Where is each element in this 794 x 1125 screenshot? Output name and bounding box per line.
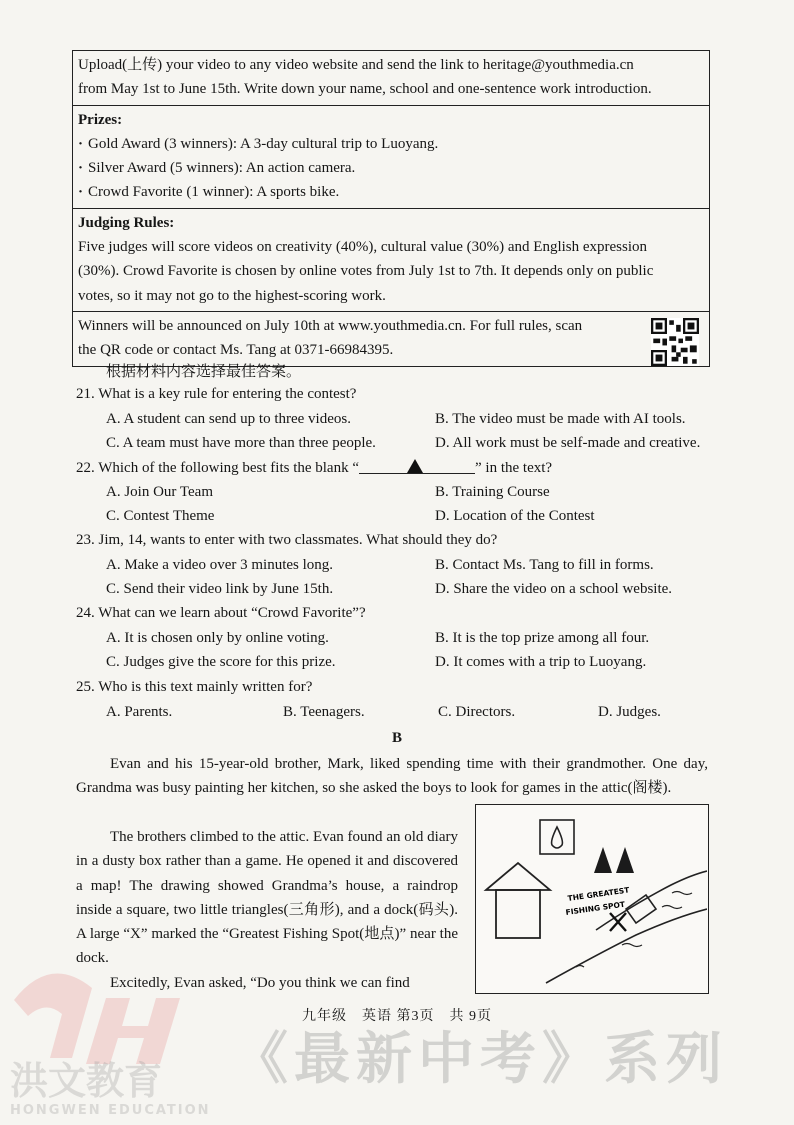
- upload-line-2: from May 1st to June 15th. Write down your name, school and one-sentence work introduction.: [78, 81, 652, 98]
- winners-row: [73, 311, 709, 366]
- house-icon: [496, 890, 540, 938]
- question-21: 21. What is a key rule for entering the contest?: [76, 386, 357, 402]
- judging-heading: Judging Rules:: [78, 214, 175, 231]
- q21-option-c[interactable]: C. A team must have more than three people.: [106, 435, 376, 451]
- prize-silver: · Silver Award (5 winners): An action camera.: [78, 156, 705, 180]
- q23-option-d[interactable]: D. Share the video on a school website.: [435, 581, 673, 597]
- passage-paragraph-3: Excitedly, Evan asked, “Do you think we can find: [110, 975, 410, 991]
- answer-blank: [359, 459, 475, 474]
- q22-option-c[interactable]: C. Contest Theme: [106, 508, 215, 524]
- q24-option-c[interactable]: C. Judges give the score for this prize.: [106, 654, 336, 670]
- q22-option-d[interactable]: D. Location of the Contest: [435, 508, 595, 524]
- question-23: 23. Jim, 14, wants to enter with two classmates. What should they do?: [76, 532, 498, 548]
- prize-gold: · Gold Award (3 winners): A 3-day cultural trip to Luoyang.: [78, 132, 705, 156]
- q24-option-b[interactable]: B. It is the top prize among all four.: [435, 630, 650, 646]
- winners-line-2: the QR code or contact Ms. Tang at 0371-66984395.: [78, 342, 394, 359]
- q23-option-a[interactable]: A. Make a video over 3 minutes long.: [106, 557, 334, 573]
- judging-row: [73, 208, 709, 311]
- map-label-line-2: FISHING SPOT: [565, 899, 626, 917]
- logo-text: 洪文教育: [10, 1059, 163, 1103]
- triangle-icon: [616, 847, 634, 873]
- passage-paragraph-1: Evan and his 15-year-old brother, Mark, liked spending time with their grandmother. One day, Grandma was busy painting her kitchen, so she asked the boys to look for games in the attic(阁楼).: [76, 756, 708, 797]
- publisher-logo-watermark: [10, 960, 210, 1125]
- logo-letter-icon: [86, 998, 180, 1064]
- prize-crowd: · Crowd Favorite (1 winner): A sports bike.: [78, 180, 705, 204]
- q24-option-d[interactable]: D. It comes with a trip to Luoyang.: [435, 654, 647, 670]
- prizes-heading: Prizes:: [78, 111, 123, 128]
- qr-code-icon[interactable]: [651, 318, 699, 366]
- q25-option-d[interactable]: D. Judges.: [598, 704, 661, 720]
- section-b-heading: B: [391, 730, 402, 746]
- contest-notice-table: [72, 50, 710, 367]
- logo-swoosh-icon: [14, 974, 92, 1058]
- upload-line-1: Upload(上传) your video to any video website and send the link to heritage@youthmedia.cn: [78, 57, 634, 73]
- page-footer: 九年级 英语 第3页 共 9页: [302, 1009, 492, 1024]
- judging-line-1: Five judges will score videos on creativity (40%), cultural value (30%) and English expression: [78, 239, 648, 256]
- dock-icon: [626, 895, 656, 923]
- q21-option-b[interactable]: B. The video must be made with AI tools.: [435, 411, 686, 427]
- upload-row: [73, 51, 709, 105]
- question-24: 24. What can we learn about “Crowd Favorite”?: [76, 605, 366, 621]
- q23-option-c[interactable]: C. Send their video link by June 15th.: [106, 581, 334, 597]
- map-drawing: [476, 805, 707, 992]
- river-bank: [546, 909, 707, 983]
- instruction-text: 根据材料内容选择最佳答案。: [106, 364, 302, 380]
- question-25: 25. Who is this text mainly written for?: [76, 679, 313, 695]
- wave-icon: [576, 966, 584, 968]
- question-22: [76, 459, 552, 477]
- house-roof-icon: [486, 863, 550, 890]
- map-label-line-1: THE GREATEST: [567, 885, 630, 903]
- raindrop-icon: [552, 827, 563, 848]
- judging-line-3: votes, so it may not go to the highest-scoring work.: [78, 287, 386, 304]
- winners-line-1: Winners will be announced on July 10th at www.youthmedia.cn. For full rules, scan: [78, 317, 583, 334]
- triangle-icon: [407, 459, 423, 473]
- q24-option-a[interactable]: A. It is chosen only by online voting.: [106, 630, 329, 646]
- q22-option-a[interactable]: A. Join Our Team: [106, 484, 213, 500]
- q21-option-d[interactable]: D. All work must be self-made and creative.: [435, 435, 701, 451]
- q22-stem-before: 22. Which of the following best fits the blank “: [76, 460, 360, 476]
- judging-line-2: (30%). Crowd Favorite is chosen by online votes from July 1st to 7th. It depends only on public: [78, 263, 654, 280]
- wave-icon: [622, 944, 642, 947]
- logo-subtext: HONGWEN EDUCATION: [10, 1103, 210, 1118]
- publisher-logo: [10, 960, 210, 1120]
- q23-option-b[interactable]: B. Contact Ms. Tang to fill in forms.: [435, 557, 654, 573]
- prizes-row: [73, 105, 709, 208]
- series-watermark: 《最新中考》系列: [232, 1027, 728, 1092]
- passage-paragraph-2: The brothers climbed to the attic. Evan found an old diary in a dusty box rather than a game. He opened it and discovered a map! The drawing showed Grandma’s house, a raindrop inside a square, two little triangles(三角形), and a dock(码头). A large “X” marked the “Greatest Fishing Spot(地点)” near the dock.: [76, 829, 458, 967]
- q25-option-b[interactable]: B. Teenagers.: [283, 704, 365, 720]
- q25-option-a[interactable]: A. Parents.: [106, 704, 173, 720]
- triangle-icon: [594, 847, 612, 873]
- q25-option-c[interactable]: C. Directors.: [438, 704, 516, 720]
- wave-icon: [672, 892, 692, 895]
- treasure-map-illustration: [475, 804, 709, 994]
- q21-option-a[interactable]: A. A student can send up to three videos.: [106, 411, 351, 427]
- square-shape: [540, 820, 574, 854]
- wave-icon: [662, 906, 682, 909]
- q22-stem-after: ” in the text?: [475, 460, 553, 476]
- q22-option-b[interactable]: B. Training Course: [435, 484, 550, 500]
